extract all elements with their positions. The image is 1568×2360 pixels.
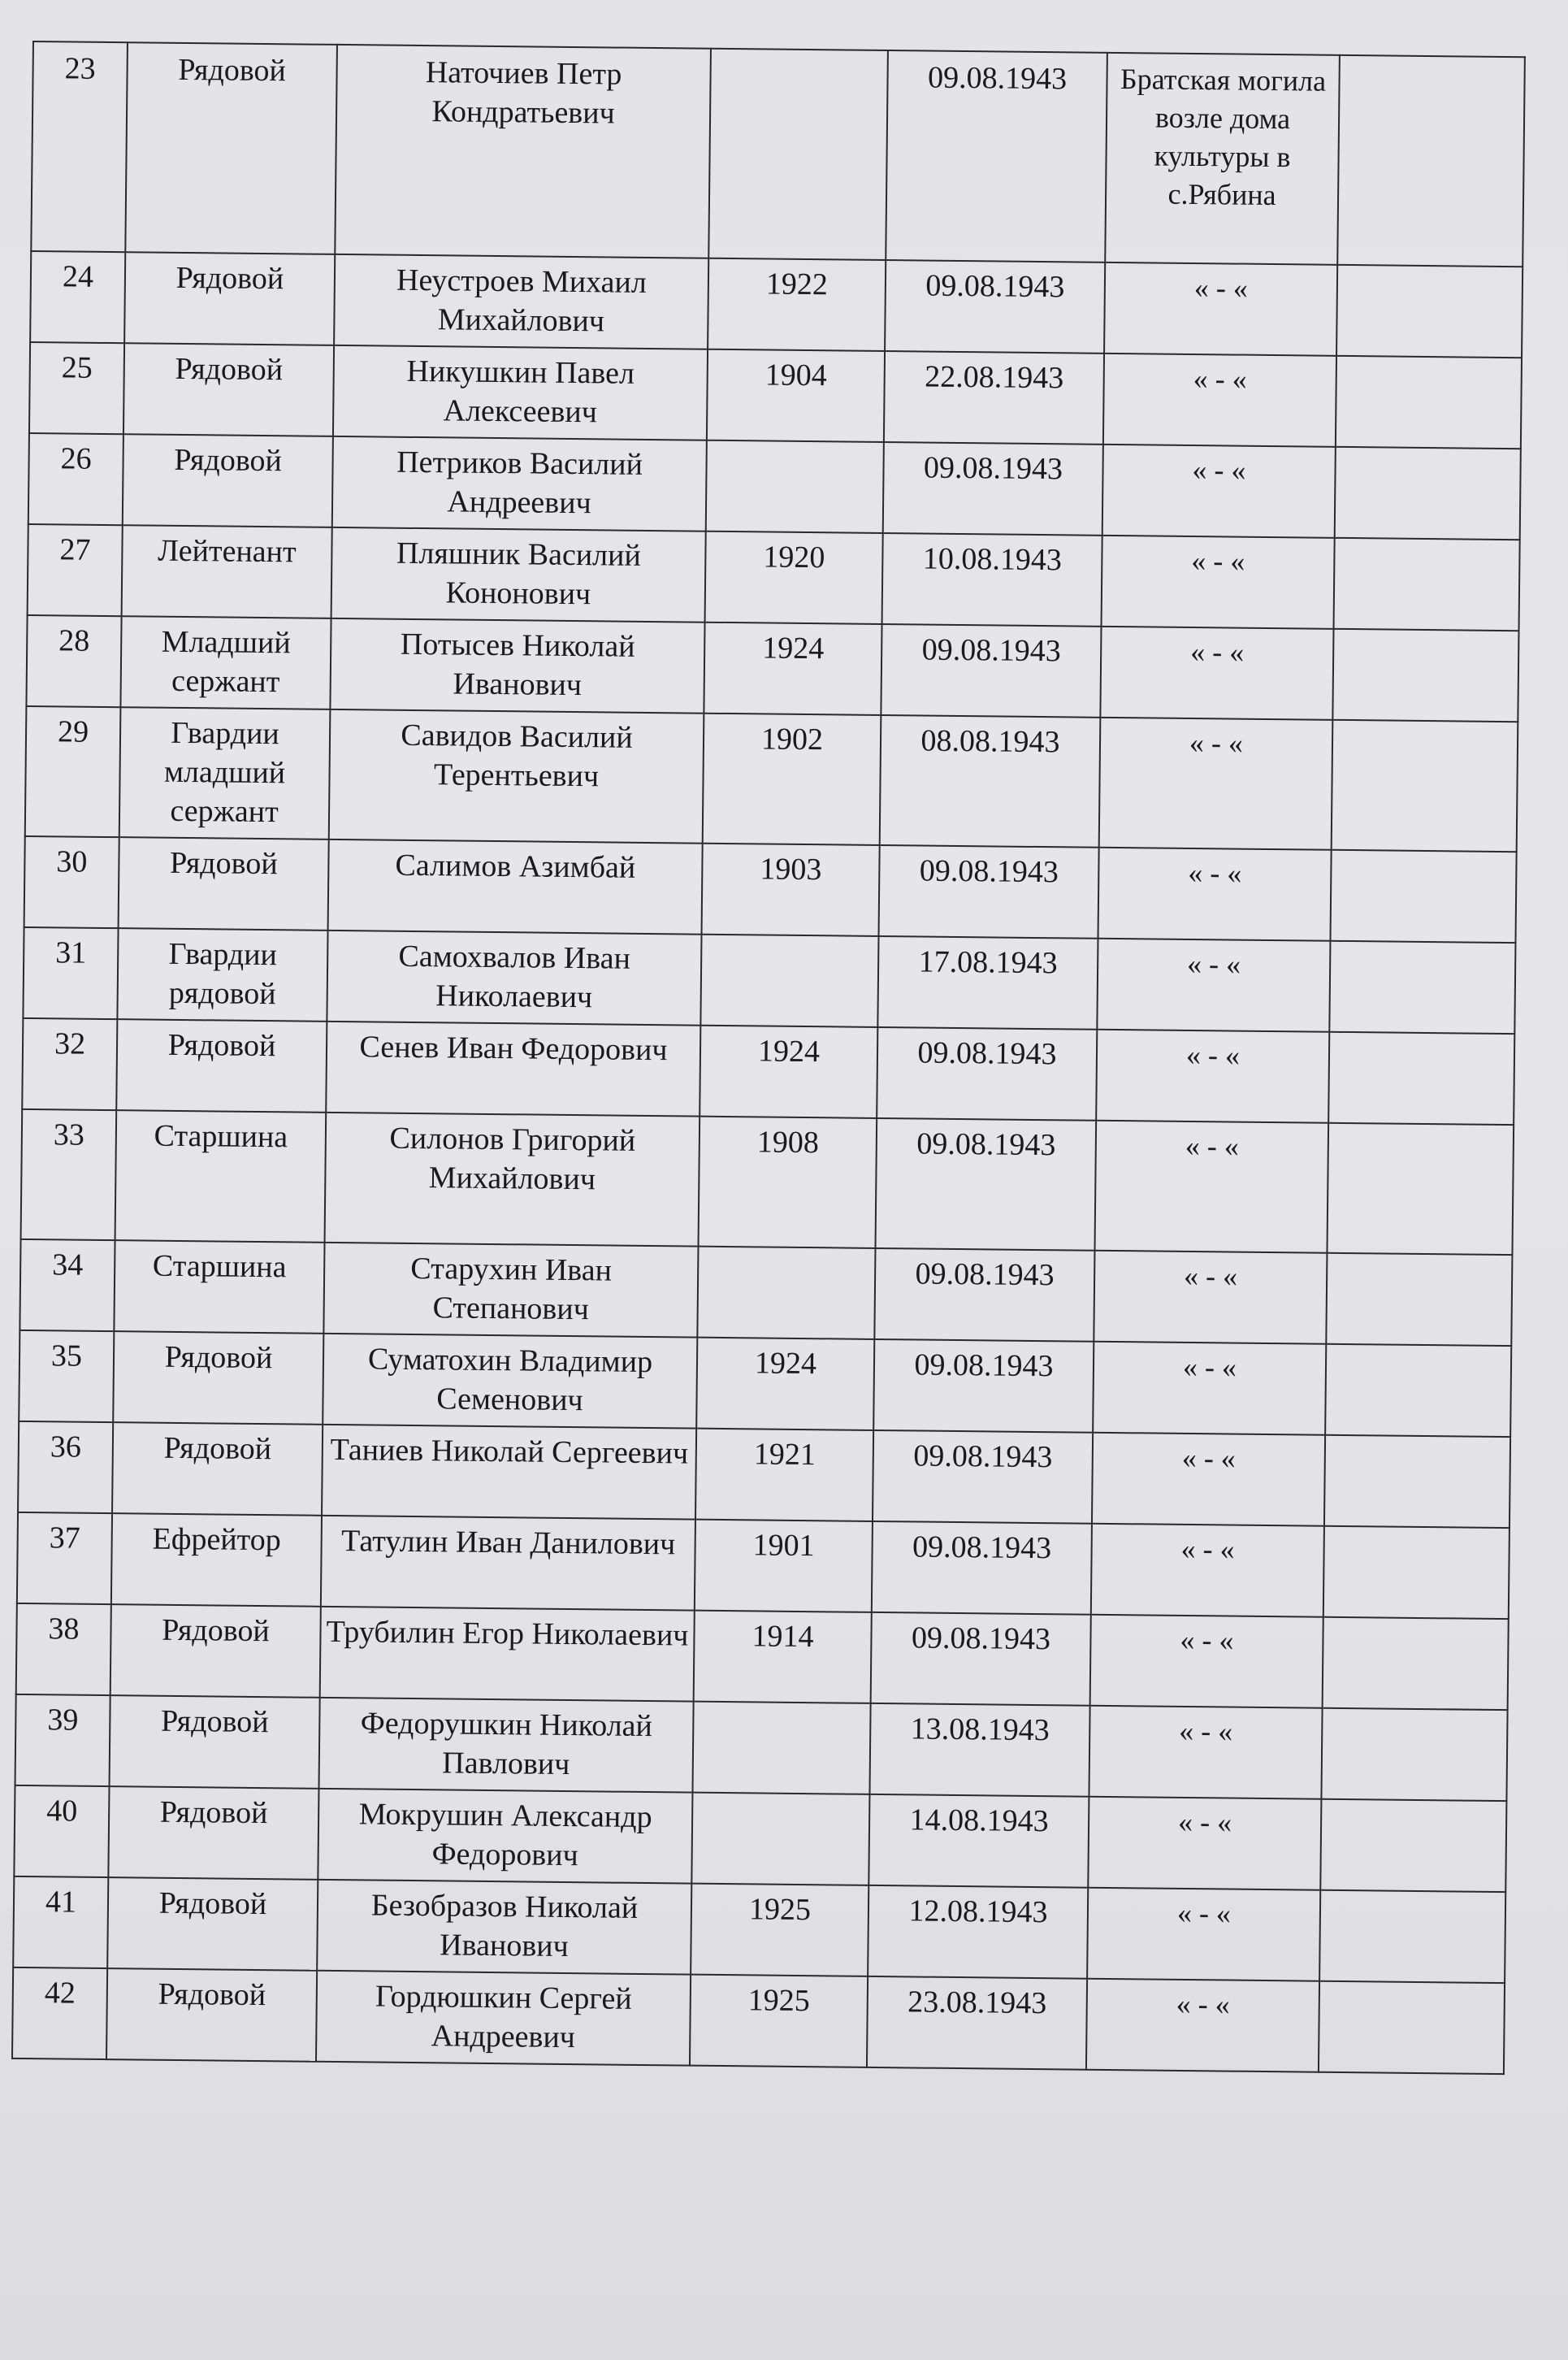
record-name: Салимов Азимбай <box>328 839 703 935</box>
record-rank: Рядовой <box>124 252 335 345</box>
record-number: 23 <box>31 41 128 252</box>
record-extra <box>1337 55 1525 267</box>
record-burial-place: Братская могила возле дома культуры в с.Рябина <box>1105 53 1340 265</box>
table-row <box>25 706 1518 852</box>
table-row <box>12 1967 1505 2074</box>
record-name: Петриков Василий Андреевич <box>332 436 707 531</box>
record-extra <box>1325 1344 1511 1437</box>
record-death-date: 09.08.1943 <box>875 1118 1096 1251</box>
record-death-date: 09.08.1943 <box>871 1612 1091 1706</box>
record-rank: Рядовой <box>113 1331 323 1425</box>
record-rank: Лейтенант <box>122 525 332 618</box>
record-extra <box>1332 629 1518 722</box>
record-burial-place: « - « <box>1092 1433 1325 1526</box>
record-birth-year: 1920 <box>705 531 883 624</box>
record-death-date: 14.08.1943 <box>868 1794 1089 1888</box>
record-number: 40 <box>14 1785 109 1877</box>
table-row <box>31 41 1525 267</box>
record-birth-year <box>691 1793 869 1885</box>
table-row <box>30 251 1523 358</box>
record-name: Силонов Григорий Михайлович <box>325 1113 700 1247</box>
record-birth-year: 1924 <box>700 1026 877 1118</box>
record-name: Потысев Николай Иванович <box>330 618 704 714</box>
record-rank: Старшина <box>114 1240 324 1334</box>
record-number: 37 <box>17 1512 112 1604</box>
record-birth-year: 1904 <box>707 349 885 442</box>
record-birth-year: 1901 <box>695 1520 873 1612</box>
record-rank: Рядовой <box>123 343 334 436</box>
record-rank: Рядовой <box>112 1422 323 1516</box>
record-extra <box>1328 1032 1514 1125</box>
record-name: Савидов Василий Терентьевич <box>329 709 704 844</box>
record-number: 42 <box>12 1967 107 2059</box>
record-rank: Рядовой <box>119 837 329 931</box>
record-rank: Рядовой <box>107 1877 318 1971</box>
records-body <box>12 41 1525 2074</box>
record-death-date: 09.08.1943 <box>872 1521 1092 1615</box>
record-death-date: 09.08.1943 <box>873 1430 1093 1524</box>
record-death-date: 22.08.1943 <box>884 351 1104 445</box>
record-extra <box>1336 265 1523 358</box>
record-number: 34 <box>19 1239 115 1331</box>
record-birth-year: 1902 <box>703 714 881 845</box>
record-death-date: 23.08.1943 <box>867 1976 1087 2070</box>
record-burial-place: « - « <box>1098 848 1332 941</box>
record-death-date: 17.08.1943 <box>877 936 1098 1030</box>
table-row <box>13 1876 1505 1983</box>
record-number: 26 <box>28 433 123 525</box>
table-row <box>21 1109 1514 1255</box>
record-name: Старухин Иван Степанович <box>323 1243 698 1338</box>
record-burial-place: « - « <box>1104 262 1337 356</box>
record-death-date: 09.08.1943 <box>886 50 1107 262</box>
record-extra <box>1319 1981 1505 2074</box>
record-extra <box>1334 538 1520 631</box>
record-death-date: 09.08.1943 <box>879 845 1099 939</box>
record-name: Татулин Иван Данилович <box>321 1516 695 1611</box>
record-death-date: 09.08.1943 <box>883 442 1103 536</box>
record-burial-place: « - « <box>1102 536 1335 629</box>
table-row <box>14 1785 1506 1892</box>
record-death-date: 09.08.1943 <box>885 260 1105 354</box>
record-extra <box>1321 1708 1507 1801</box>
record-death-date: 08.08.1943 <box>880 715 1101 848</box>
table-row <box>15 1694 1508 1801</box>
record-number: 33 <box>21 1109 117 1240</box>
record-death-date: 09.08.1943 <box>877 1027 1097 1121</box>
record-birth-year <box>706 440 884 533</box>
record-rank: Рядовой <box>110 1695 320 1789</box>
record-extra <box>1324 1435 1510 1528</box>
record-birth-year: 1914 <box>694 1611 872 1703</box>
record-birth-year: 1922 <box>708 258 886 351</box>
record-birth-year <box>700 935 878 1027</box>
record-birth-year: 1924 <box>696 1338 874 1430</box>
table-row <box>29 342 1522 449</box>
record-name: Никушкин Павел Алексеевич <box>333 345 708 440</box>
record-burial-place: « - « <box>1094 1251 1327 1344</box>
record-extra <box>1332 720 1518 852</box>
table-row <box>28 524 1520 631</box>
record-burial-place: « - « <box>1097 939 1330 1032</box>
record-rank: Старшина <box>115 1110 327 1243</box>
record-extra <box>1335 447 1521 540</box>
record-death-date: 10.08.1943 <box>882 533 1102 627</box>
table-row <box>26 615 1518 722</box>
record-name: Мокрушин Александр Федорович <box>318 1789 692 1884</box>
table-row <box>18 1421 1510 1528</box>
record-death-date: 12.08.1943 <box>868 1885 1088 1979</box>
record-rank: Рядовой <box>106 1968 317 2062</box>
record-number: 39 <box>15 1694 110 1786</box>
record-number: 41 <box>13 1876 108 1968</box>
record-number: 24 <box>30 251 125 343</box>
table-row <box>19 1330 1511 1437</box>
record-burial-place: « - « <box>1093 1342 1326 1435</box>
table-row <box>17 1512 1510 1619</box>
record-rank: Гвардии рядовой <box>117 928 327 1022</box>
record-number: 25 <box>29 342 124 434</box>
record-number: 36 <box>18 1421 113 1513</box>
record-burial-place: « - « <box>1091 1524 1324 1617</box>
record-number: 35 <box>19 1330 114 1422</box>
record-extra <box>1320 1799 1506 1892</box>
record-name: Таниев Николай Сергеевич <box>322 1425 696 1520</box>
record-burial-place: « - « <box>1089 1706 1322 1799</box>
record-number: 32 <box>22 1018 117 1110</box>
table-row <box>22 1018 1514 1125</box>
record-birth-year: 1908 <box>699 1117 877 1248</box>
record-burial-place: « - « <box>1099 718 1333 850</box>
record-rank: Гвардии младший сержант <box>119 707 331 839</box>
record-death-date: 09.08.1943 <box>874 1248 1094 1342</box>
record-number: 27 <box>28 524 123 616</box>
table-row <box>19 1239 1512 1346</box>
record-burial-place: « - « <box>1090 1615 1323 1708</box>
record-burial-place: « - « <box>1088 1797 1321 1890</box>
record-rank: Рядовой <box>116 1019 327 1113</box>
record-birth-year: 1924 <box>704 623 881 715</box>
table-row <box>28 433 1521 540</box>
record-name: Самохвалов Иван Николаевич <box>327 931 701 1026</box>
record-burial-place: « - « <box>1100 627 1333 720</box>
record-name: Трубилин Егор Николаевич <box>320 1607 695 1702</box>
record-extra <box>1329 941 1515 1034</box>
record-rank: Младший сержант <box>120 616 331 709</box>
record-name: Безобразов Николай Иванович <box>317 1880 691 1975</box>
record-burial-place: « - « <box>1096 1030 1329 1123</box>
record-birth-year: 1925 <box>691 1884 868 1976</box>
record-name: Сенев Иван Федорович <box>326 1022 700 1117</box>
record-rank: Рядовой <box>125 42 337 254</box>
record-number: 38 <box>16 1603 111 1695</box>
record-rank: Ефрейтор <box>111 1513 322 1607</box>
record-death-date: 13.08.1943 <box>869 1703 1089 1797</box>
record-burial-place: « - « <box>1086 1979 1319 2072</box>
record-name: Гордюшкин Сергей Андреевич <box>316 1971 691 2066</box>
record-extra <box>1323 1617 1509 1710</box>
record-number: 28 <box>26 615 121 707</box>
record-extra <box>1327 1123 1514 1255</box>
record-name: Федорушкин Николай Павлович <box>318 1698 693 1793</box>
record-name: Суматохин Владимир Семенович <box>323 1334 697 1429</box>
record-name: Неустроев Михаил Михайлович <box>334 254 708 349</box>
record-number: 31 <box>23 927 118 1019</box>
record-name: Наточиев Петр Кондратьевич <box>335 45 711 258</box>
record-death-date: 09.08.1943 <box>873 1339 1094 1433</box>
record-number: 29 <box>25 706 121 837</box>
table-row <box>16 1603 1509 1710</box>
record-extra <box>1326 1253 1512 1346</box>
record-burial-place: « - « <box>1094 1121 1328 1253</box>
record-extra <box>1323 1526 1510 1619</box>
table-row <box>23 927 1515 1034</box>
record-burial-place: « - « <box>1103 354 1336 447</box>
record-extra <box>1336 356 1522 449</box>
record-birth-year <box>692 1702 870 1794</box>
record-name: Пляшник Василий Кононович <box>331 527 706 623</box>
record-rank: Рядовой <box>108 1786 318 1880</box>
record-extra <box>1319 1890 1505 1983</box>
burial-records-table <box>11 41 1526 2075</box>
record-birth-year <box>708 49 888 260</box>
record-rank: Рядовой <box>123 434 333 527</box>
record-burial-place: « - « <box>1087 1888 1320 1981</box>
record-rank: Рядовой <box>110 1604 321 1698</box>
record-burial-place: « - « <box>1102 445 1336 538</box>
table-row <box>24 836 1517 943</box>
record-death-date: 09.08.1943 <box>881 624 1101 718</box>
record-birth-year: 1903 <box>702 844 880 936</box>
record-birth-year <box>697 1247 875 1339</box>
record-birth-year: 1921 <box>695 1429 873 1521</box>
record-extra <box>1330 850 1516 943</box>
record-number: 30 <box>24 836 119 928</box>
record-birth-year: 1925 <box>690 1975 868 2067</box>
